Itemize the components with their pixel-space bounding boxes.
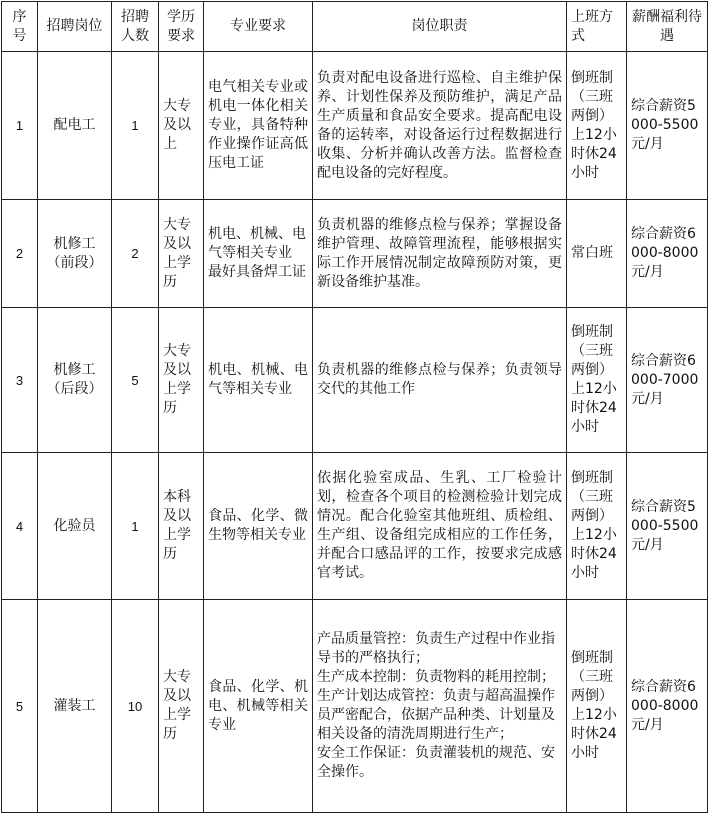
cell-major: 机电、机械、电气等相关专业 [204, 308, 313, 453]
cell-duties: 依据化验室成品、生乳、工厂检验计划，检查各个项目的检测检验计划完成情况。配合化验室其他班组、质检组、生产组、设备组完成相应的工作任务，并配合口感品评的工作，按要求完成感官考试。 [313, 453, 567, 600]
cell-seq: 1 [2, 52, 38, 200]
cell-shift: 倒班制（三班两倒）上12小时休24小时 [567, 308, 627, 453]
cell-education: 大专及以上学历 [159, 200, 204, 308]
table-row [2, 200, 708, 308]
cell-shift: 常白班 [567, 200, 627, 308]
header-position: 招聘岗位 [38, 2, 112, 52]
cell-seq: 2 [2, 200, 38, 308]
table-row [2, 600, 708, 813]
header-seq: 序号 [2, 2, 38, 52]
cell-major: 机电、机械、电气等相关专业 最好具备焊工证 [204, 200, 313, 308]
table-row [2, 308, 708, 453]
cell-duties: 负责对配电设备进行巡检、自主维护保养、计划性保养及预防维护，满足产品生产质量和食品安全要求。提高配电设备的运转率，对设备运行过程数据进行收集、分析并确认改善方法。监督检查配电设备的完好程度。 [313, 52, 567, 200]
cell-seq: 4 [2, 453, 38, 600]
cell-education: 大专及以上学历 [159, 308, 204, 453]
cell-major: 食品、化学、微生物等相关专业 [204, 453, 313, 600]
cell-shift: 倒班制（三班两倒）上12小时休24小时 [567, 52, 627, 200]
cell-shift: 倒班制（三班两倒）上12小时休24小时 [567, 600, 627, 813]
cell-count: 5 [112, 308, 159, 453]
cell-count: 1 [112, 52, 159, 200]
cell-education: 本科及以上学历 [159, 453, 204, 600]
cell-salary: 综合薪资6000-8000元/月 [627, 200, 708, 308]
cell-position: 机修工（前段） [38, 200, 112, 308]
cell-seq: 3 [2, 308, 38, 453]
header-row [2, 2, 708, 52]
table-row [2, 52, 708, 200]
cell-position: 配电工 [38, 52, 112, 200]
cell-position: 灌装工 [38, 600, 112, 813]
cell-position: 化验员 [38, 453, 112, 600]
recruitment-table [1, 1, 708, 813]
cell-major: 电气相关专业或机电一体化相关专业，具备特种作业操作证高低压电工证 [204, 52, 313, 200]
header-education: 学历要求 [159, 2, 204, 52]
cell-education: 大专及以上学历 [159, 600, 204, 813]
header-count: 招聘人数 [112, 2, 159, 52]
cell-position: 机修工（后段） [38, 308, 112, 453]
cell-duties: 负责机器的维修点检与保养；负责领导交代的其他工作 [313, 308, 567, 453]
cell-salary: 综合薪资5000-5500元/月 [627, 52, 708, 200]
cell-education: 大专及以上 [159, 52, 204, 200]
cell-duties: 产品质量管控：负责生产过程中作业指导书的严格执行； 生产成本控制：负责物料的耗用控制； 生产计划达成管控：负责与超高温操作员严密配合，依据产品种类、计划量及相关设备的清洗周期进行生产； 安全工作保证：负责灌装机的规范、安全操作。 [313, 600, 567, 813]
header-salary: 薪酬福利待遇 [627, 2, 708, 52]
cell-major: 食品、化学、机电、机械等相关专业 [204, 600, 313, 813]
cell-count: 10 [112, 600, 159, 813]
header-shift: 上班方式 [567, 2, 627, 52]
cell-salary: 综合薪资6000-7000元/月 [627, 308, 708, 453]
cell-salary: 综合薪资6000-8000元/月 [627, 600, 708, 813]
cell-shift: 倒班制（三班两倒）上12小时休24小时 [567, 453, 627, 600]
cell-seq: 5 [2, 600, 38, 813]
cell-salary: 综合薪资5000-5500元/月 [627, 453, 708, 600]
table-row [2, 453, 708, 600]
cell-count: 2 [112, 200, 159, 308]
header-duties: 岗位职责 [313, 2, 567, 52]
header-major: 专业要求 [204, 2, 313, 52]
cell-count: 1 [112, 453, 159, 600]
cell-duties: 负责机器的维修点检与保养；掌握设备维护管理、故障管理流程，能够根据实际工作开展情况制定故障预防对策，更新设备维护基准。 [313, 200, 567, 308]
